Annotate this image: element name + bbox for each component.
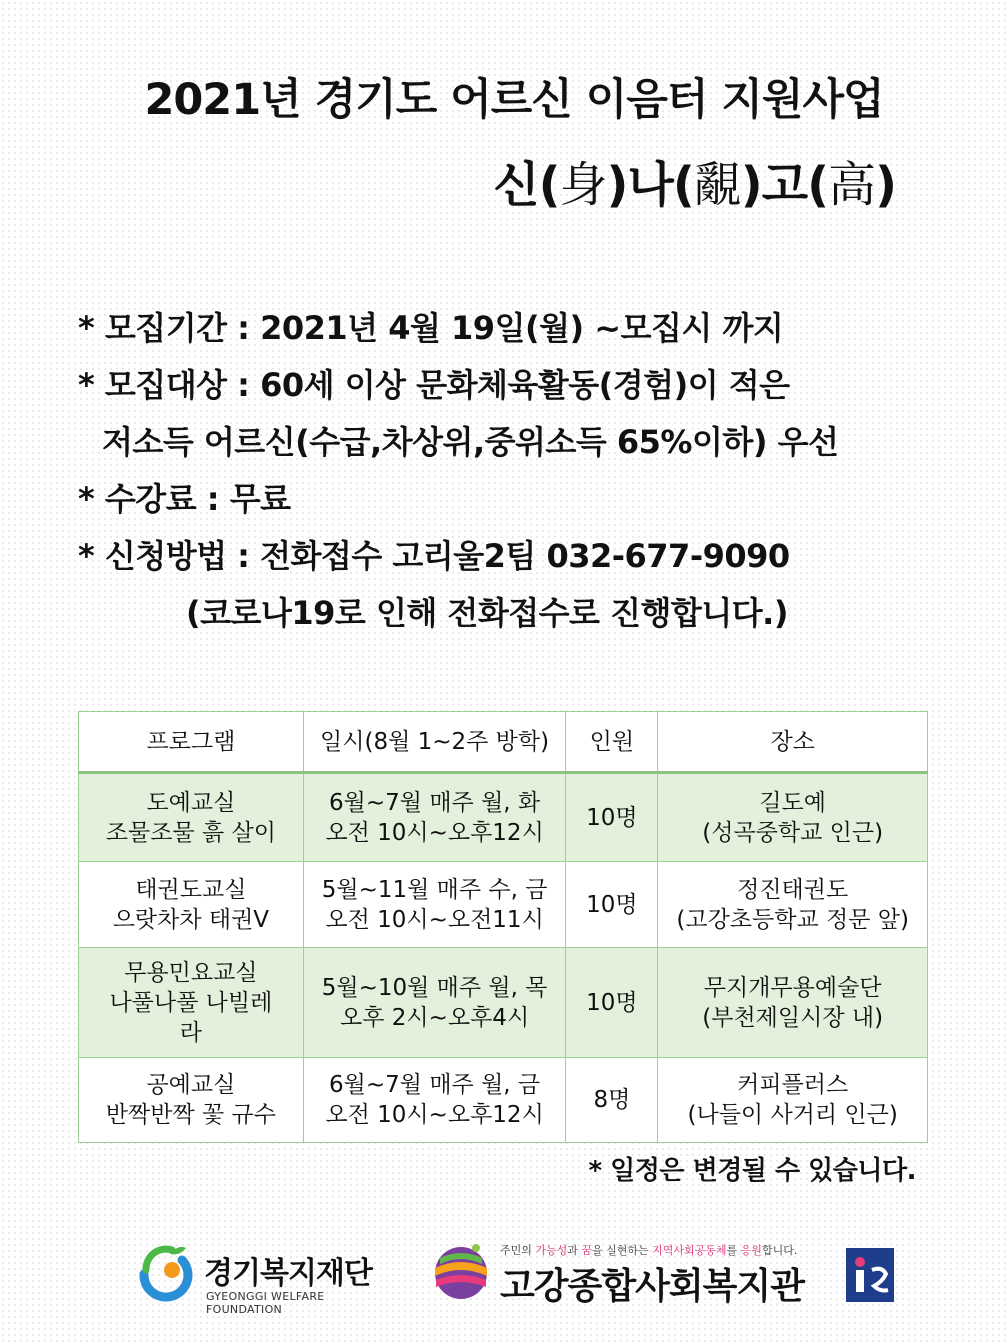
gyeonggi-welfare-logo — [132, 1238, 392, 1316]
info-target: * 모집대상 : 60세 이상 문화체육활동(경험)이 적은 — [78, 366, 790, 404]
page-title: 2021년 경기도 어르신 이음터 지원사업 — [144, 75, 884, 125]
cell-people: 10명 — [566, 862, 658, 948]
cell-place: 커피플러스 (나들이 사거리 인근) — [658, 1058, 928, 1143]
ampersand-badge-icon — [846, 1248, 894, 1302]
cell-place: 길도예 (성곡중학교 인근) — [658, 773, 928, 862]
recruit-info — [78, 300, 958, 642]
table-row — [79, 1058, 928, 1143]
gogang-welfare-logo — [430, 1238, 900, 1308]
info-period: * 모집기간 : 2021년 4월 19일(월) ~모집시 까지 — [78, 309, 784, 347]
cell-time: 6월~7월 매주 월, 화 오전 10시~오후12시 — [303, 773, 566, 862]
cell-time: 5월~11월 매주 수, 금 오전 10시~오전11시 — [303, 862, 566, 948]
header-people: 인원 — [566, 712, 658, 773]
schedule-note: * 일정은 변경될 수 있습니다. — [588, 1156, 916, 1186]
cell-program: 공예교실 반짝반짝 꽃 규수 — [79, 1058, 304, 1143]
cell-program: 태권도교실 으랏차차 태권V — [79, 862, 304, 948]
cell-people: 10명 — [566, 773, 658, 862]
header-time: 일시(8월 1~2주 방학) — [303, 712, 566, 773]
table-row — [79, 773, 928, 862]
info-apply: * 신청방법 : 전화접수 고리울2팀 032-677-9090 — [78, 537, 790, 575]
cell-people: 8명 — [566, 1058, 658, 1143]
table-row — [79, 862, 928, 948]
page-subtitle: 신(身)나(覶)고(高) — [493, 157, 896, 213]
cell-people: 10명 — [566, 948, 658, 1058]
info-fee: * 수강료 : 무료 — [78, 480, 291, 518]
cell-time: 6월~7월 매주 월, 금 오전 10시~오후12시 — [303, 1058, 566, 1143]
left-logo-english: GYEONGGI WELFARE FOUNDATION — [206, 1290, 325, 1316]
info-target-cont: 저소득 어르신(수급,차상위,중위소득 65%이하) 우선 — [102, 423, 839, 461]
header-place: 장소 — [658, 712, 928, 773]
left-logo-name: 경기복지재단 — [204, 1256, 372, 1291]
gyeonggi-welfare-emblem-icon — [132, 1240, 196, 1304]
table-row — [79, 948, 928, 1058]
right-logo-slogan: 주민의 가능성과 꿈을 실현하는 지역사회공동체를 응원합니다. — [500, 1244, 798, 1257]
header-program: 프로그램 — [79, 712, 304, 773]
table-header-row — [79, 712, 928, 773]
gogang-globe-icon — [430, 1240, 492, 1302]
info-apply-note: (코로나19로 인해 전화접수로 진행합니다.) — [186, 594, 788, 632]
cell-place: 정진태권도 (고강초등학교 정문 앞) — [658, 862, 928, 948]
cell-program: 도예교실 조물조물 흙 살이 — [79, 773, 304, 862]
cell-program: 무용민요교실 나풀나풀 나빌레라 — [79, 948, 304, 1058]
right-logo-name: 고강종합사회복지관 — [500, 1266, 804, 1307]
program-table — [78, 711, 928, 1143]
cell-time: 5월~10월 매주 월, 목 오후 2시~오후4시 — [303, 948, 566, 1058]
cell-place: 무지개무용예술단 (부천제일시장 내) — [658, 948, 928, 1058]
